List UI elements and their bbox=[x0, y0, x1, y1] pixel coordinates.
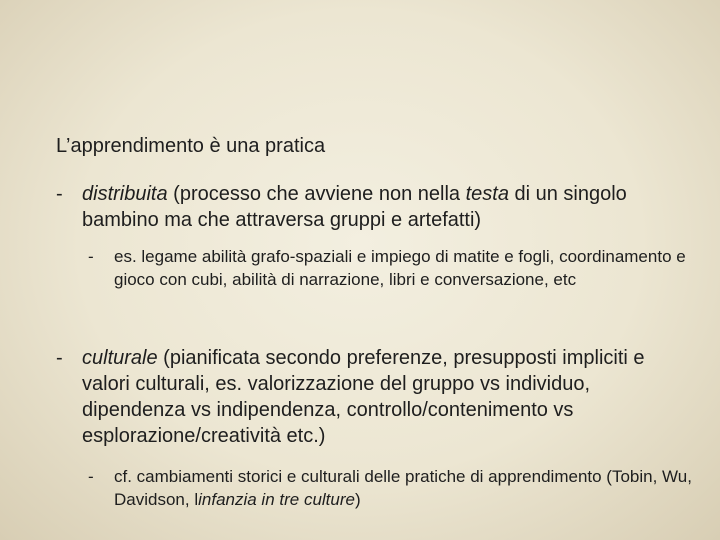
bullet-text-part: (pianificata secondo preferenze, presupposti impliciti e valori culturali, es. valorizzazione del gruppo vs individuo, dipendenza vs indipendenza, controllo/contenimento vs esplorazione/creatività etc.) bbox=[82, 347, 645, 447]
book-title: infanzia in tre culture bbox=[198, 490, 355, 509]
sub-bullet-reference bbox=[88, 465, 698, 511]
bullet-distribuita bbox=[56, 181, 696, 233]
bullet-term: culturale bbox=[82, 347, 158, 369]
bullet-culturale bbox=[56, 345, 696, 449]
bullet-text bbox=[82, 181, 696, 233]
sub-bullet-example bbox=[88, 245, 698, 291]
sub-bullet-text: es. legame abilità grafo-spaziali e impiego di matite e fogli, coordinamento e gioco con cubi, abilità di narrazione, libri e conversazione, etc bbox=[114, 247, 686, 289]
sub-bullet-text-part: ) bbox=[354, 490, 361, 509]
slide-heading: L’apprendimento è una pratica bbox=[56, 135, 326, 157]
sub-bullet-text bbox=[114, 465, 698, 511]
bullet-emphasis: testa bbox=[465, 183, 509, 205]
sub-bullet-dash: - bbox=[88, 467, 94, 486]
bullet-dash: - bbox=[56, 183, 63, 205]
sub-bullet-text-part: cf. cambiamenti storici e culturali delle pratiche di apprendimento (Tobin, Wu, Davidson, l bbox=[114, 467, 692, 509]
sub-bullet-dash: - bbox=[88, 247, 94, 266]
bullet-text-part: di un singolo bambino ma che attraversa gruppi e artefatti) bbox=[82, 183, 627, 231]
bullet-text-part: (processo che avviene non nella bbox=[167, 183, 466, 205]
bullet-text bbox=[82, 345, 696, 449]
bullet-dash: - bbox=[56, 347, 63, 369]
bullet-term: distribuita bbox=[82, 183, 168, 205]
